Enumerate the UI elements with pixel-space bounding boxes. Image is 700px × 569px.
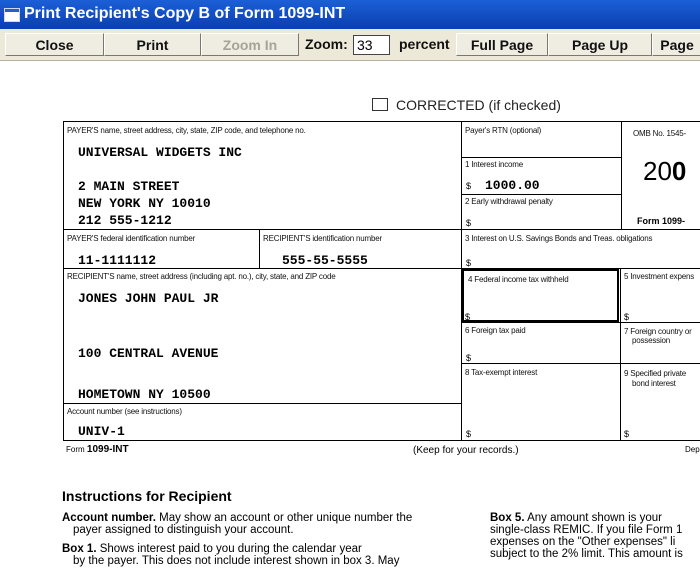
tax-year-light: 20 [643, 156, 672, 186]
instructions-heading: Instructions for Recipient [62, 488, 232, 504]
app-icon [4, 8, 20, 22]
account-instruction-text-2: payer assigned to distinguish your account. [73, 524, 294, 536]
tax-year [643, 156, 686, 187]
form-border-bottom [63, 440, 700, 441]
box5-instruction-title: Box 5. [490, 512, 525, 524]
dept-label: Dep [685, 445, 700, 454]
zoom-label: Zoom: [305, 36, 348, 52]
omb-label: OMB No. 1545- [633, 129, 686, 138]
account-value: UNIV-1 [78, 424, 125, 439]
recipient-id-label: RECIPIENT'S identification number [263, 234, 382, 243]
form-divider-h7 [63, 403, 461, 404]
box1-instruction-title: Box 1. [62, 543, 97, 555]
keep-records-note: (Keep for your records.) [413, 445, 519, 456]
box5-instruction-text-1: Any amount shown is your [524, 512, 662, 524]
form-divider-h5 [461, 322, 700, 323]
payer-phone: 212 555-1212 [78, 213, 172, 228]
box5-instruction-text-3: expenses on the "Other expenses" li [490, 536, 676, 548]
window-titlebar [0, 0, 700, 29]
close-button[interactable]: Close [5, 33, 104, 56]
account-instruction-text-1: May show an account or other unique number the [155, 512, 413, 524]
box5-dollar: $ [624, 312, 630, 322]
box6-label: 6 Foreign tax paid [465, 326, 526, 335]
full-page-button[interactable]: Full Page [456, 33, 548, 56]
zoom-in-button[interactable]: Zoom In [201, 33, 299, 56]
corrected-checkbox[interactable] [372, 98, 388, 111]
form-footer-name: 1099-INT [86, 444, 129, 455]
form-divider-h6 [461, 363, 700, 364]
box2-dollar: $ [466, 218, 472, 228]
payer-street: 2 MAIN STREET [78, 179, 180, 194]
box4-dollar: $ [465, 312, 471, 322]
form-border-left [63, 121, 64, 441]
form-divider-h2 [461, 194, 621, 195]
form-divider-h3 [63, 229, 700, 230]
payer-id-label: PAYER'S federal identification number [67, 234, 196, 243]
account-label: Account number (see instructions) [67, 407, 182, 416]
recipient-city: HOMETOWN NY 10500 [78, 387, 211, 402]
account-instruction-title: Account number. [62, 512, 156, 524]
box1-instruction-text-2: by the payer. This does not include interest shown in box 3. May [73, 555, 400, 567]
window-title: Print Recipient's Copy B of Form 1099-INT [24, 5, 346, 22]
payer-name: UNIVERSAL WIDGETS INC [78, 145, 242, 160]
recipient-street: 100 CENTRAL AVENUE [78, 346, 219, 361]
payer-id: 11-1111112 [78, 253, 157, 268]
tax-year-bold: 0 [671, 156, 687, 186]
box3-label: 3 Interest on U.S. Savings Bonds and Treas. obligations [465, 234, 653, 243]
recipient-name: JONES JOHN PAUL JR [78, 291, 219, 306]
box1-instruction-text-1: Shows interest paid to you during the calendar year [96, 543, 362, 555]
box6-dollar: $ [466, 353, 472, 363]
box3-dollar: $ [466, 258, 472, 268]
form-divider-h1 [461, 157, 621, 158]
box1-label: 1 Interest income [465, 160, 523, 169]
box7-label-2: possession [632, 336, 671, 345]
document-preview [0, 61, 700, 569]
box8-dollar: $ [466, 429, 472, 439]
toolbar [0, 29, 700, 61]
corrected-label: CORRECTED (if checked) [396, 97, 561, 113]
print-button[interactable]: Print [104, 33, 201, 56]
page-down-button[interactable]: Page [652, 33, 700, 56]
box4-label: 4 Federal income tax withheld [468, 275, 569, 284]
box1-dollar: $ [466, 181, 472, 191]
box9-label: 9 Specified private [624, 369, 687, 378]
form-label-top: Form 1099- [637, 216, 686, 226]
box1-value: 1000.00 [485, 178, 540, 193]
payer-label: PAYER'S name, street address, city, state, ZIP code, and telephone no. [67, 126, 306, 135]
box9-dollar: $ [624, 429, 630, 439]
zoom-input[interactable] [353, 35, 390, 55]
form-divider-v2 [621, 121, 622, 230]
form-border-top [63, 121, 700, 122]
account-instruction [62, 512, 412, 524]
percent-label: percent [399, 36, 450, 52]
box5-instruction-text-4: subject to the 2% limit. This amount is [490, 548, 683, 560]
recipient-id: 555-55-5555 [282, 253, 368, 268]
form-footer [66, 444, 129, 455]
recipient-label: RECIPIENT'S name, street address (including apt. no.), city, state, and ZIP code [67, 272, 336, 281]
box5-instruction-text-2: single-class REMIC. If you file Form 1 [490, 524, 683, 536]
box5-label: 5 Investment expens [624, 272, 695, 281]
page-up-button[interactable]: Page Up [548, 33, 652, 56]
form-divider-v3 [620, 268, 621, 441]
form-footer-prefix: Form [66, 445, 87, 454]
payer-city: NEW YORK NY 10010 [78, 196, 211, 211]
box9-label-2: bond interest [632, 379, 676, 388]
box8-label: 8 Tax-exempt interest [465, 368, 538, 377]
form-divider-v4 [259, 229, 260, 269]
box7-label: 7 Foreign country or [624, 327, 692, 336]
payer-rtn-label: Payer's RTN (optional) [465, 126, 542, 135]
box5-instruction [490, 512, 662, 524]
box2-label: 2 Early withdrawal penalty [465, 197, 553, 206]
box1-instruction [62, 543, 362, 555]
